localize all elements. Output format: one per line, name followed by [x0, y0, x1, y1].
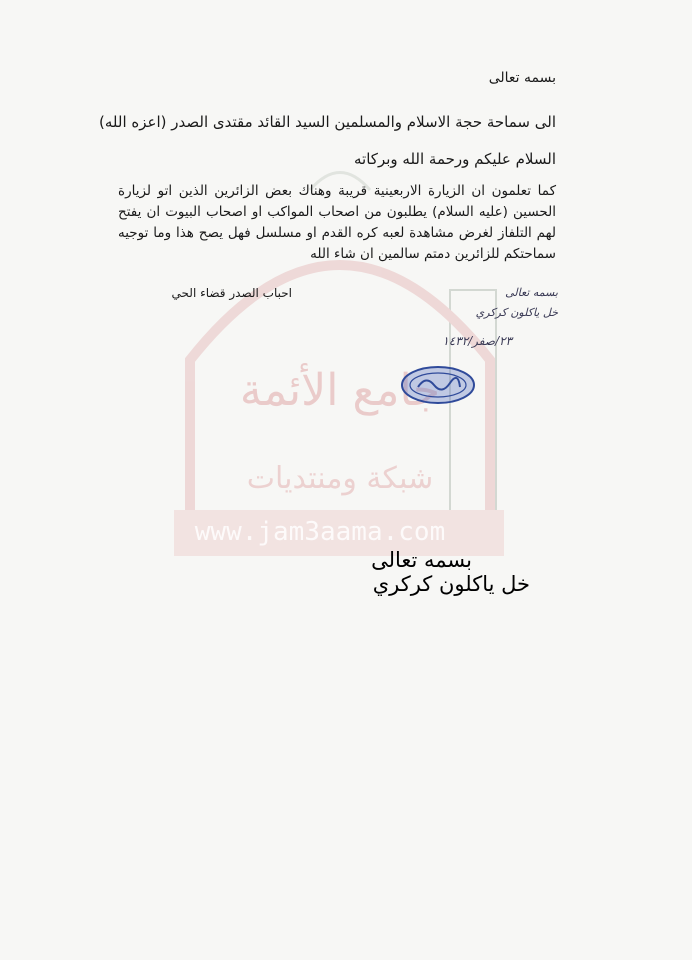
handwritten-reply-line1: بسمه تعالى — [505, 286, 558, 299]
addressee: الى سماحة حجة الاسلام والمسلمين السيد القائد مقتدى الصدر (اعزه الله) — [99, 113, 556, 131]
letter-body: كما تعلمون ان الزيارة الاربعينية قريبة وهناك بعض الزائرين الذين اتو لزيارة الحسين (عليه السلام) يطلبون من اصحاب المواكب او اصحاب البيوت ان يفتح لهم التلفاز لغرض مشاهدة لعبه كره القدم او مسلسل فهل يصح هذا وما توجيه سماحتكم للزائرين دمتم سالمين ان شاء الله — [118, 183, 556, 262]
watermark-url: www.jam3aama.com — [194, 517, 446, 547]
printed-reply-line2: خل ياكلون كركري — [372, 572, 530, 596]
sender-signature: احباب الصدر قضاء الحي — [171, 286, 292, 300]
watermark-brand: جامع الأئمة — [239, 365, 441, 416]
salutation: السلام عليكم ورحمة الله وبركاته — [354, 150, 556, 168]
watermark-tagline: شبكة ومنتديات — [246, 461, 434, 496]
printed-reply-line1: بسمه تعالى — [371, 548, 472, 572]
official-seal-stamp — [400, 365, 476, 405]
greeting: بسمه تعالى — [488, 70, 556, 86]
handwritten-reply-line2: خل ياكلون كركري — [475, 306, 558, 319]
handwritten-date: ٢٣/صفر/١٤٣٢ — [442, 334, 512, 348]
